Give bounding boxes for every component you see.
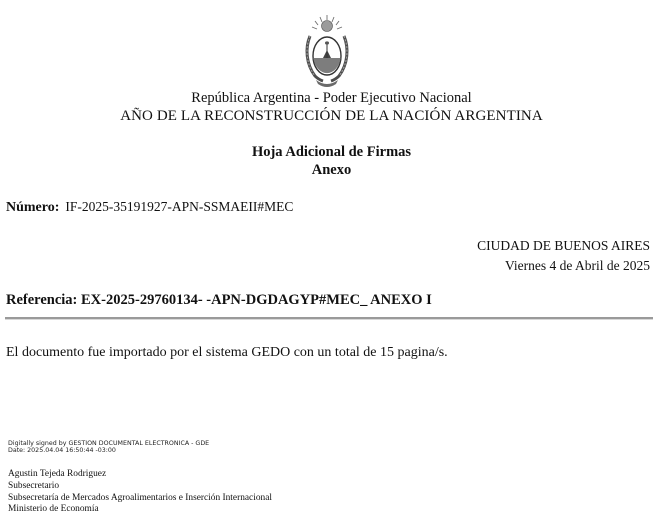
body-text: El documento fue importado por el sistema GEDO con un total de 15 pagina/s. xyxy=(6,345,448,360)
document-number xyxy=(6,199,293,216)
signer-name: Agustin Tejeda Rodriguez xyxy=(8,469,107,479)
date: Viernes 4 de Abril de 2025 xyxy=(504,258,650,273)
signer-role: Subsecretario xyxy=(8,481,60,491)
year-motto: AÑO DE LA RECONSTRUCCIÓN DE LA NACIÓN ARGENTINA xyxy=(120,108,543,124)
reference-value: EX-2025-29760134- -APN-DGDAGYP#MEC_ ANEXO I xyxy=(81,292,432,308)
coat-of-arms-icon xyxy=(303,14,351,90)
document-subtype: Anexo xyxy=(311,162,352,178)
digital-signature-line: Digitally signed by GESTION DOCUMENTAL ELECTRONICA - GDE xyxy=(8,440,210,447)
issuer-line: República Argentina - Poder Ejecutivo Nacional xyxy=(191,90,472,106)
document-type: Hoja Adicional de Firmas xyxy=(251,144,412,160)
signer-ministry: Ministerio de Economía xyxy=(8,504,99,514)
reference-label: Referencia: xyxy=(6,292,78,308)
signer-office: Subsecretaría de Mercados Agroalimentarios e Inserción Internacional xyxy=(8,493,272,503)
digital-signature-date: Date: 2025.04.04 16:50:44 -03:00 xyxy=(8,447,116,454)
divider xyxy=(5,317,653,320)
document-number-value: IF-2025-35191927-APN-SSMAEII#MEC xyxy=(65,199,294,214)
reference xyxy=(6,292,432,309)
city: CIUDAD DE BUENOS AIRES xyxy=(477,238,650,253)
document-number-label: Número: xyxy=(6,200,60,215)
